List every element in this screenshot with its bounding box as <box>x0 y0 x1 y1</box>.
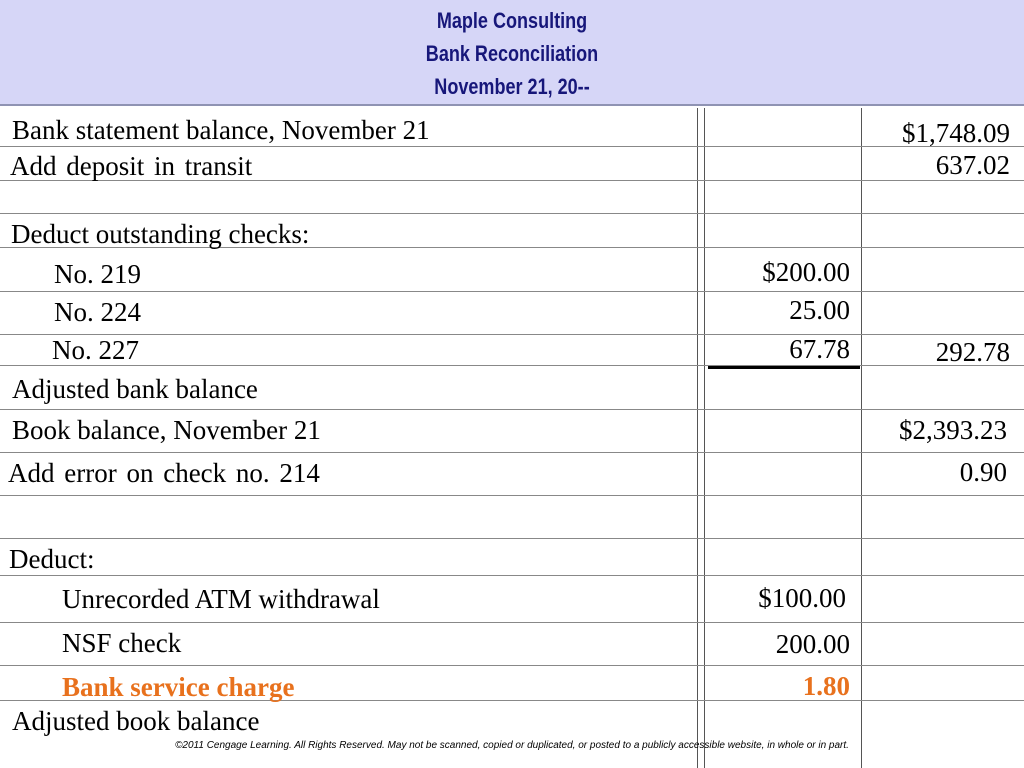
row-label: Add deposit in transit <box>10 151 253 181</box>
row-divider <box>0 622 1024 623</box>
row-divider <box>0 334 1024 335</box>
detail-amount: $200.00 <box>762 257 850 287</box>
row-label: Book balance, November 21 <box>12 415 321 445</box>
column-divider <box>861 108 862 768</box>
row-label: Bank statement balance, November 21 <box>12 115 430 145</box>
detail-amount: 25.00 <box>789 295 850 325</box>
row-divider <box>0 291 1024 292</box>
row-label: No. 227 <box>52 335 139 365</box>
row-label: Adjusted book balance <box>12 706 260 736</box>
total-amount: $2,393.23 <box>899 415 1007 445</box>
company-name: Maple Consulting <box>436 8 588 33</box>
report-title: Bank Reconciliation <box>425 41 599 66</box>
row-divider <box>0 452 1024 453</box>
column-divider <box>704 108 705 768</box>
row-divider <box>0 538 1024 539</box>
total-amount: $1,748.09 <box>902 118 1010 148</box>
detail-amount-highlight: 1.80 <box>802 671 850 701</box>
row-divider <box>0 575 1024 576</box>
row-label: NSF check <box>62 628 182 658</box>
total-amount: 292.78 <box>935 337 1010 367</box>
total-amount: 0.90 <box>959 457 1007 487</box>
row-label: No. 219 <box>54 259 141 289</box>
row-divider <box>0 665 1024 666</box>
row-label: Deduct outstanding checks: <box>11 219 310 249</box>
row-label: Add error on check no. 214 <box>8 458 320 488</box>
subtotal-underline <box>708 366 860 369</box>
column-divider <box>697 108 698 768</box>
detail-amount: 67.78 <box>789 334 850 364</box>
row-divider <box>0 146 1024 147</box>
row-label: Adjusted bank balance <box>12 374 258 404</box>
detail-amount: 200.00 <box>775 629 850 659</box>
total-amount: 637.02 <box>935 150 1010 180</box>
row-divider <box>0 495 1024 496</box>
row-divider <box>0 213 1024 214</box>
row-label: No. 224 <box>54 297 141 327</box>
row-label: Unrecorded ATM withdrawal <box>62 584 380 614</box>
report-date: November 21, 20-- <box>434 74 590 99</box>
detail-amount: $100.00 <box>758 583 846 613</box>
row-label-highlight: Bank service charge <box>62 672 295 702</box>
title-banner <box>0 0 1024 106</box>
row-divider <box>0 409 1024 410</box>
row-divider <box>0 365 1024 366</box>
row-label: Deduct: <box>9 544 95 574</box>
copyright-footer: ©2011 Cengage Learning. All Rights Reserved. May not be scanned, copied or duplicated, or posted to a publicly accessible website, in whole or in part. <box>175 740 849 751</box>
